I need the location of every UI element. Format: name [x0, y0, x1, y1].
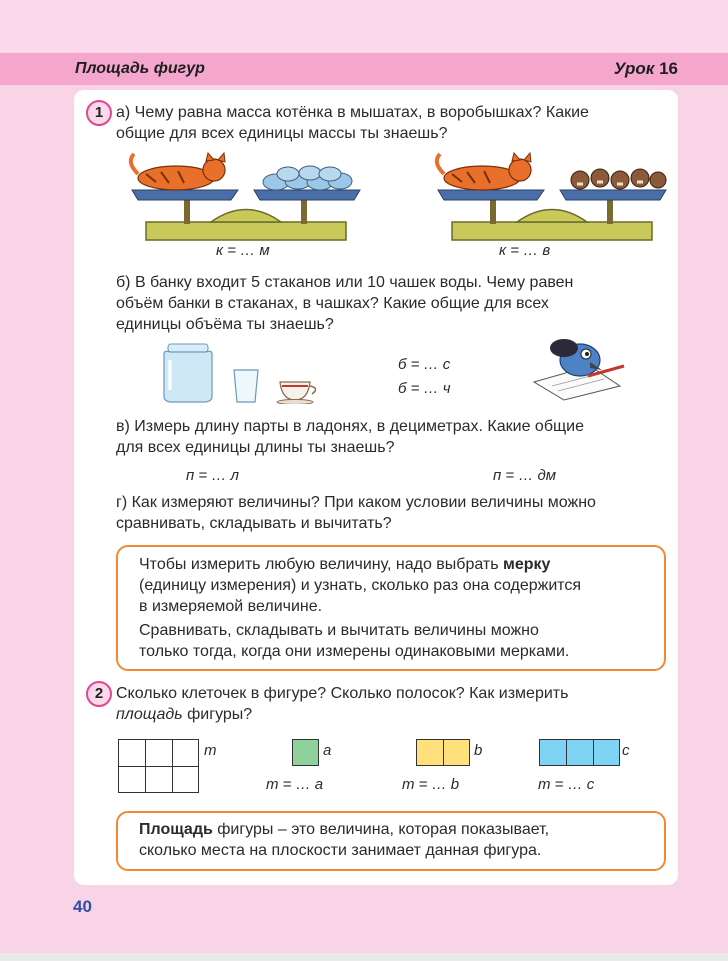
rule2-line2: сколько места на плоскости занимает данная фигура.: [139, 842, 542, 859]
rule1-line4: Сравнивать, складывать и вычитать величины можно: [139, 622, 539, 639]
unit-c-strip: [539, 739, 620, 766]
equation-jar-glass: б = … с: [398, 356, 451, 373]
bottom-strip: [0, 953, 728, 961]
scale-pan-left: [132, 190, 238, 200]
kitten-icon: [131, 153, 225, 190]
task1-b-line3: единицы объёма ты знаешь?: [116, 316, 334, 333]
task2-line2: [116, 704, 252, 725]
grid-cell: [145, 739, 173, 767]
lesson-number: 16: [659, 59, 678, 78]
header-bar: [0, 53, 728, 85]
birds-icon: [571, 169, 666, 189]
task2-line1: Сколько клеточек в фигуре? Сколько полосок? Как измерить: [116, 685, 569, 702]
page-number: 40: [73, 897, 92, 916]
label-m: m: [204, 742, 217, 759]
rule2-line1-rest: фигуры – это величина, которая показывает,: [212, 821, 550, 838]
unit-b-strip: [416, 739, 470, 766]
jar-glass-cup-illustration: [160, 340, 330, 404]
kitten-icon: [437, 153, 531, 190]
grid-cell: [172, 766, 199, 793]
equation-kitten-mice: к = … м: [216, 242, 270, 259]
crow-measuring-illustration: [528, 336, 632, 402]
grid-cell: [118, 739, 146, 767]
crow-icon: [550, 339, 624, 376]
task-number-2: 2: [86, 681, 112, 707]
task1-g-line2: сравнивать, складывать и вычитать?: [116, 515, 392, 532]
equation-jar-cup: б = … ч: [398, 380, 451, 397]
equation-desk-dm: п = … дм: [493, 467, 557, 484]
strip-cell: [443, 739, 470, 766]
cup-icon: [277, 382, 316, 404]
label-b: b: [474, 742, 483, 759]
scale-pan-right: [560, 190, 666, 200]
mice-icon: [263, 166, 352, 190]
rule1-line1: [139, 554, 550, 575]
jar-icon: [164, 344, 212, 402]
task1-b-line1: б) В банку входит 5 стаканов или 10 чашек воды. Чему равен: [116, 274, 574, 291]
rule2-keyword: Площадь: [139, 821, 213, 838]
grid-cell: [118, 766, 146, 793]
task-number-1: 1: [86, 100, 112, 126]
lesson-label: [614, 59, 678, 79]
rule-box-area: [116, 811, 666, 871]
equation-m-c: m = … c: [538, 776, 595, 793]
scale-pan-left: [438, 190, 544, 200]
section-title: Площадь фигур: [75, 60, 205, 77]
label-c: c: [622, 742, 630, 759]
rule1-line5: только тогда, когда они измерены одинаковыми мерками.: [139, 643, 570, 660]
task1-v-line1: в) Измерь длину парты в ладонях, в дециметрах. Какие общие: [116, 418, 584, 435]
lesson-word: Урок: [613, 59, 655, 78]
task2-area-word: площадь: [116, 706, 183, 723]
strip-cell: [566, 739, 594, 766]
rule1-line3: в измеряемой величине.: [139, 598, 323, 615]
task1-a-line1: а) Чему равна масса котёнка в мышатах, в воробышках? Какие: [116, 104, 589, 121]
rule1-line1-text: Чтобы измерить любую величину, надо выбрать: [139, 556, 504, 573]
scale-kitten-mice-illustration: [126, 152, 366, 247]
rule2-line1: [139, 819, 549, 840]
rule-box-measurement: [116, 545, 666, 671]
glass-icon: [234, 370, 258, 402]
task1-a-line2: общие для всех единицы массы ты знаешь?: [116, 125, 448, 142]
equation-m-b: m = … b: [402, 776, 460, 793]
label-a: a: [323, 742, 332, 759]
grid-cell: [145, 766, 173, 793]
rule1-line2: (единицу измерения) и узнать, сколько раз она содержится: [139, 577, 582, 594]
strip-cell: [593, 739, 620, 766]
strip-cell: [539, 739, 567, 766]
task1-b-line2: объём банки в стаканах, в чашках? Какие общие для всех: [116, 295, 549, 312]
scale-base: [146, 200, 346, 240]
equation-kitten-birds: к = … в: [499, 242, 551, 259]
task2-line2-rest: фигуры?: [182, 706, 253, 723]
equation-desk-palms: п = … л: [186, 467, 239, 484]
unit-a-square: [292, 739, 319, 766]
figure-m-grid: [118, 739, 199, 793]
scale-base: [452, 200, 652, 240]
equation-m-a: m = … a: [266, 776, 324, 793]
scale-pan-right: [254, 190, 360, 200]
task1-g-line1: г) Как измеряют величины? При каком условии величины можно: [116, 494, 596, 511]
rule1-keyword: мерку: [503, 556, 551, 573]
task1-v-line2: для всех единицы длины ты знаешь?: [116, 439, 395, 456]
top-band: [0, 0, 728, 52]
scale-kitten-birds-illustration: [432, 152, 672, 247]
grid-cell: [172, 739, 199, 767]
content-card: [74, 90, 678, 885]
strip-cell: [416, 739, 444, 766]
